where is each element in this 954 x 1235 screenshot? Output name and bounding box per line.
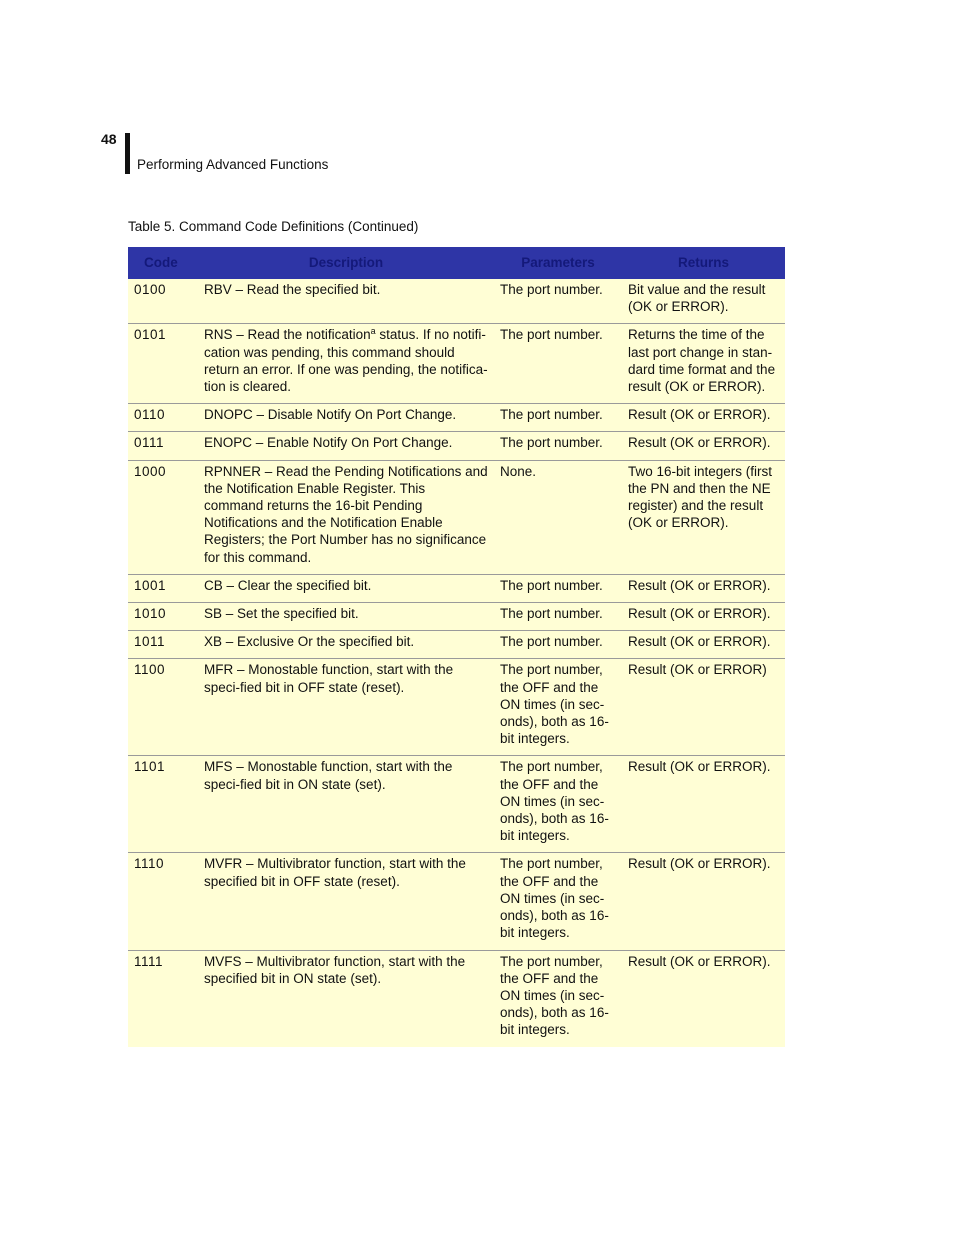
table-row [128, 460, 785, 574]
row-parameters: The port number. [494, 279, 622, 324]
row-parameters: None. [494, 460, 622, 574]
row-code: 0111 [128, 432, 198, 460]
table-header-row [128, 247, 785, 279]
row-description: RBV – Read the specified bit. [198, 279, 494, 324]
row-parameters: The port number, the OFF and the ON times (in sec-onds), both as 16-bit integers. [494, 950, 622, 1047]
header-code: Code [128, 247, 198, 279]
row-parameters: The port number. [494, 404, 622, 432]
row-code: 1010 [128, 603, 198, 631]
row-description: XB – Exclusive Or the specified bit. [198, 631, 494, 659]
row-code: 1011 [128, 631, 198, 659]
row-code: 0101 [128, 324, 198, 404]
row-description: RPNNER – Read the Pending Notifications and the Notification Enable Register. This command returns the 16-bit Pending Notifications and the Notification Enable Registers; the Port Number has no significance for this command. [198, 460, 494, 574]
header-returns: Returns [622, 247, 785, 279]
command-code-table [128, 247, 785, 1047]
row-code: 1110 [128, 853, 198, 950]
row-description: MVFR – Multivibrator function, start with the specified bit in OFF state (reset). [198, 853, 494, 950]
table-row [128, 631, 785, 659]
row-returns: Result (OK or ERROR). [622, 404, 785, 432]
row-description: DNOPC – Disable Notify On Port Change. [198, 404, 494, 432]
table-row [128, 853, 785, 950]
section-title: Performing Advanced Functions [137, 157, 329, 172]
row-code: 0110 [128, 404, 198, 432]
page-number: 48 [101, 131, 117, 147]
header-parameters: Parameters [494, 247, 622, 279]
footnote-marker: a [370, 326, 376, 337]
row-description: MFR – Monostable function, start with the speci-fied bit in OFF state (reset). [198, 659, 494, 756]
table-row [128, 603, 785, 631]
row-parameters: The port number. [494, 603, 622, 631]
table-row [128, 279, 785, 324]
row-description: ENOPC – Enable Notify On Port Change. [198, 432, 494, 460]
table-row [128, 324, 785, 404]
row-description: MFS – Monostable function, start with the speci-fied bit in ON state (set). [198, 756, 494, 853]
table-row [128, 432, 785, 460]
row-returns: Returns the time of the last port change in stan-dard time format and the result (OK or ERROR). [622, 324, 785, 404]
row-returns: Result (OK or ERROR). [622, 631, 785, 659]
table-row [128, 574, 785, 602]
row-parameters: The port number. [494, 631, 622, 659]
table-caption: Table 5. Command Code Definitions (Continued) [128, 219, 419, 234]
row-description [198, 324, 494, 404]
row-returns: Result (OK or ERROR). [622, 756, 785, 853]
row-returns: Result (OK or ERROR). [622, 574, 785, 602]
row-returns: Result (OK or ERROR). [622, 853, 785, 950]
description-text: RNS – Read the notification [204, 327, 371, 343]
row-parameters: The port number. [494, 574, 622, 602]
row-parameters: The port number, the OFF and the ON times (in sec-onds), both as 16-bit integers. [494, 853, 622, 950]
row-returns: Bit value and the result (OK or ERROR). [622, 279, 785, 324]
row-code: 1100 [128, 659, 198, 756]
row-description: CB – Clear the specified bit. [198, 574, 494, 602]
row-parameters: The port number, the OFF and the ON times (in sec-onds), both as 16-bit integers. [494, 659, 622, 756]
row-parameters: The port number. [494, 432, 622, 460]
table-row [128, 756, 785, 853]
row-code: 1111 [128, 950, 198, 1047]
description-text: status. If no notifi-cation was pending, this command should return an error. If one was pending, the notifica-tion is cleared. [204, 327, 488, 395]
row-returns: Result (OK or ERROR) [622, 659, 785, 756]
row-code: 1001 [128, 574, 198, 602]
row-returns: Two 16-bit integers (first the PN and then the NE register) and the result (OK or ERROR). [622, 460, 785, 574]
row-code: 1101 [128, 756, 198, 853]
table-row [128, 950, 785, 1047]
row-returns: Result (OK or ERROR). [622, 432, 785, 460]
header-description: Description [198, 247, 494, 279]
table-row [128, 659, 785, 756]
row-parameters: The port number, the OFF and the ON times (in sec-onds), both as 16-bit integers. [494, 756, 622, 853]
row-returns: Result (OK or ERROR). [622, 950, 785, 1047]
row-code: 1000 [128, 460, 198, 574]
row-description: SB – Set the specified bit. [198, 603, 494, 631]
header-rule [125, 133, 130, 174]
table-row [128, 404, 785, 432]
row-parameters: The port number. [494, 324, 622, 404]
row-returns: Result (OK or ERROR). [622, 603, 785, 631]
row-code: 0100 [128, 279, 198, 324]
row-description: MVFS – Multivibrator function, start with the specified bit in ON state (set). [198, 950, 494, 1047]
